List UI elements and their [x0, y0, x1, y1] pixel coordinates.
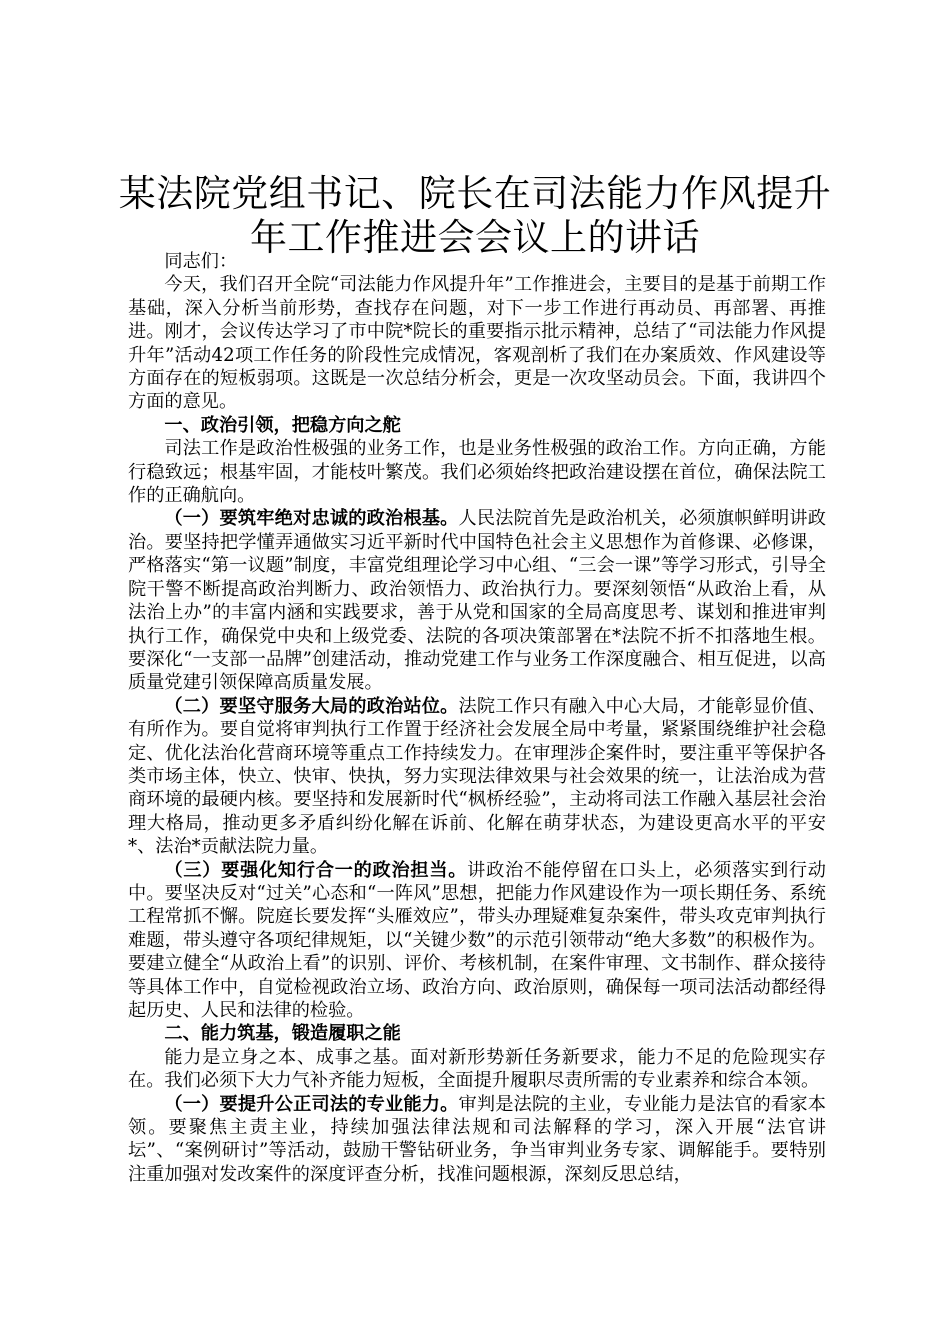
document-body	[128, 250, 826, 1186]
item-text: 讲政治不能停留在口头上，必须落实到行动中。要坚决反对“过关”心态和“一阵风”思想，把能力作风建设作为一项长期任务、系统工程常抓不懈。院庭长要发挥“头雁效应”，带头办理疑难复杂案件，带头攻克审判执行难题，带头遵守各项纪律规矩，以“关键少数”的示范引领带动“绝大多数”的积极作为。要建立健全“从政治上看”的识别、评价、考核机制，在案件审理、文书制作、群众接待等具体工作中，自觉检视政治立场、政治方向、政治原则，确保每一项司法活动都经得起历史、人民和法律的检验。	[128, 859, 826, 1021]
section-1-paragraph: 司法工作是政治性极强的业务工作，也是业务性极强的政治工作。方向正确，方能行稳致远；根基牢固，才能枝叶繁茂。我们必须始终把政治建设摆在首位，确保法院工作的正确航向。	[128, 438, 826, 507]
intro-paragraph: 今天，我们召开全院“司法能力作风提升年”工作推进会，主要目的是基于前期工作基础，深入分析当前形势，查找存在问题，对下一步工作进行再动员、再部署、再推进。刚才，会议传达学习了市中院*院长的重要指示批示精神，总结了“司法能力作风提升年”活动42项工作任务的阶段性完成情况，客观剖析了我们在办案质效、作风建设等方面存在的短板弱项。这既是一次总结分析会，更是一次攻坚动员会。下面，我讲四个方面的意见。	[128, 274, 826, 413]
item-lead: （二）要坚守服务大局的政治站位。	[164, 695, 459, 717]
item-lead: （一）要筑牢绝对忠诚的政治根基。	[164, 508, 459, 530]
item-lead: （一）要提升公正司法的专业能力。	[164, 1093, 459, 1115]
section-heading-1: 一、政治引领，把稳方向之舵	[164, 414, 401, 436]
section-1-item-1	[128, 507, 826, 694]
item-text: 法院工作只有融入中心大局，才能彰显价值、有所作为。要自觉将审判执行工作置于经济社会发展全局中考量，紧紧围绕维护社会稳定、优化法治化营商环境等重点工作持续发力。在审理涉企案件时，要注重平等保护各类市场主体，快立、快审、快执，努力实现法律效果与社会效果的统一，让法治成为营商环境的最硬内核。要坚持和发展新时代“枫桥经验”，主动将司法工作融入基层社会治理大格局，推动更多矛盾纠纷化解在诉前、化解在萌芽状态，为建设更高水平的平安*、法治*贡献法院力量。	[128, 695, 826, 858]
section-heading-2: 二、能力筑基，锻造履职之能	[164, 1023, 401, 1045]
salutation: 同志们：	[164, 251, 238, 272]
item-text: 人民法院首先是政治机关，必须旗帜鲜明讲政治。要坚持把学懂弄通做实习近平新时代中国特色社会主义思想作为首修课、必修课，严格落实“第一议题”制度，丰富党组理论学习中心组、“三会一课”等学习形式，引导全院干警不断提高政治判断力、政治领悟力、政治执行力。要深刻领悟“从政治上看，从法治上办”的丰富内涵和实践要求，善于从党和国家的全局高度思考、谋划和推进审判执行工作，确保党中央和上级党委、法院的各项决策部署在*法院不折不扣落地生根。要深化“一支部一品牌”创建活动，推动党建工作与业务工作深度融合、相互促进，以高质量党建引领保障高质量发展。	[128, 508, 826, 694]
section-1-item-3	[128, 859, 826, 1023]
section-2-item-1	[128, 1093, 826, 1187]
section-1-item-2	[128, 695, 826, 859]
item-lead: （三）要强化知行合一的政治担当。	[164, 859, 468, 881]
page-title: 某法院党组书记、院长在司法能力作风提升年工作推进会会议上的讲话	[118, 172, 832, 259]
section-2-paragraph: 能力是立身之本、成事之基。面对新形势新任务新要求，能力不足的危险现实存在。我们必须下大力气补齐能力短板，全面提升履职尽责所需的专业素养和综合本领。	[128, 1046, 826, 1092]
item-text: 审判是法院的主业，专业能力是法官的看家本领。要聚焦主责主业，持续加强法律法规和司法解释的学习，深入开展“法官讲坛”、“案例研讨”等活动，鼓励干警钻研业务，争当审判业务专家、调解能手。要特别注重加强对发改案件的深度评查分析，找准问题根源，深刻反思总结，	[128, 1093, 826, 1185]
